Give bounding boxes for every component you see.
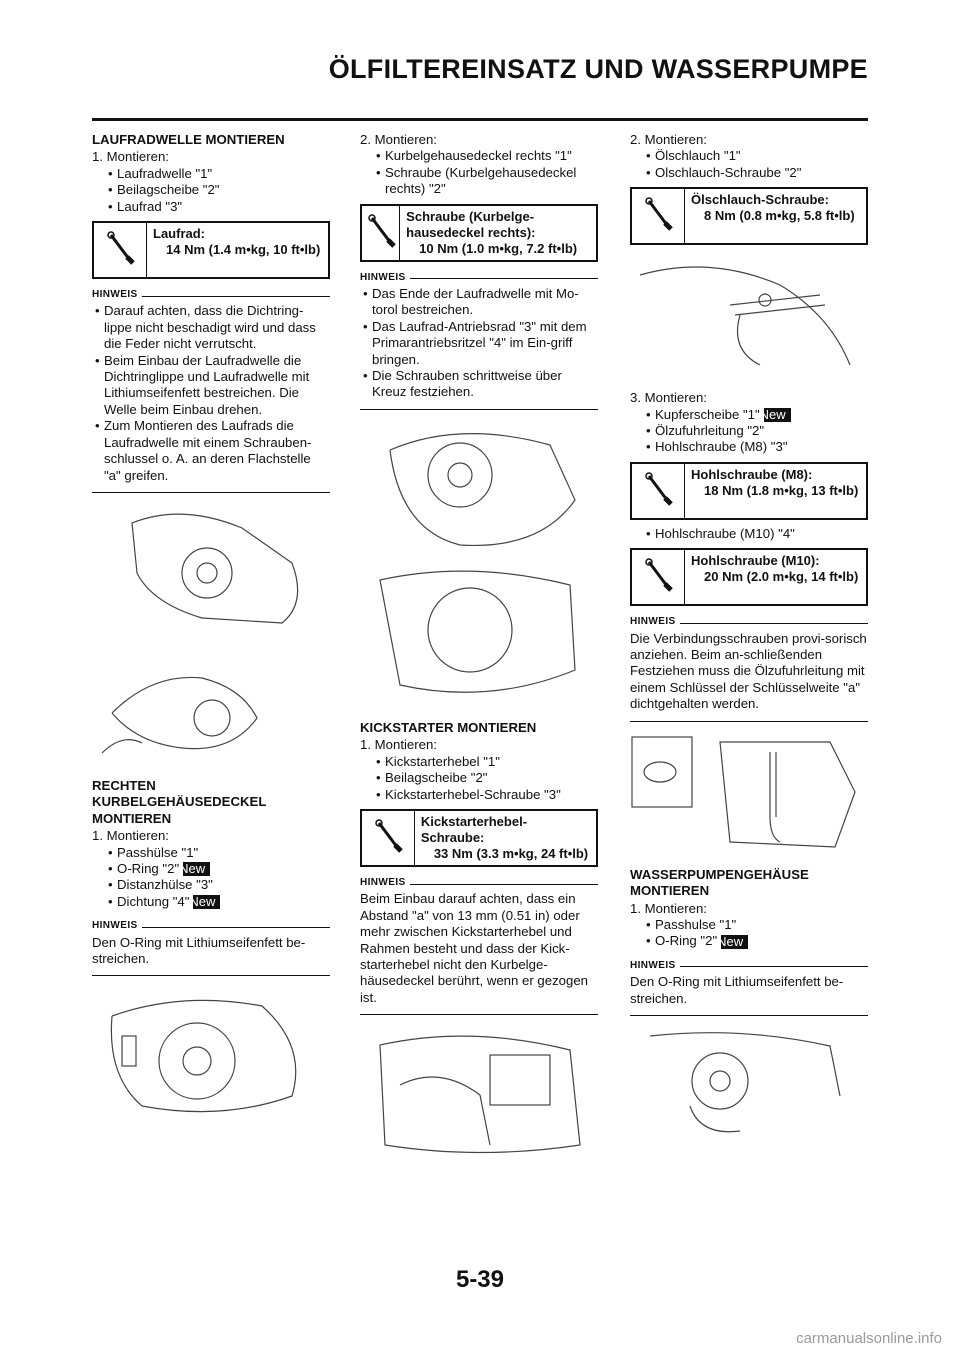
section-title: LAUFRADWELLE MONTIEREN	[92, 132, 285, 147]
note-block	[360, 270, 598, 410]
list-item: • Ölzufuhrleitung "2"	[643, 423, 868, 439]
note-block	[92, 918, 330, 976]
crankcase-cover-illustration	[92, 986, 330, 1121]
column-3	[630, 132, 868, 1151]
spec-label: Laufrad:	[153, 226, 205, 242]
note-label: HINWEIS	[630, 616, 676, 628]
note-block	[92, 287, 330, 493]
list-item: • Laufradwelle "1"	[105, 166, 330, 182]
section-title: KICKSTARTER MONTIEREN	[360, 719, 537, 735]
list-item: • Passhulse "1"	[643, 917, 868, 933]
spec-label: Ölschlauch-Schraube:	[691, 192, 829, 208]
water-pump-housing-illustration	[630, 1026, 868, 1141]
column-1	[92, 132, 330, 1131]
list-item: • Das Ende der Laufradwelle mit Mo-torol bestreichen.	[360, 286, 598, 319]
note-block	[360, 875, 598, 1015]
list-item: • Dichtung "4"New	[105, 894, 330, 910]
list-item: • O-Ring "2"New	[643, 933, 868, 949]
spec-label: Hohlschraube (M10):	[691, 553, 820, 569]
step-text: 1. Montieren:	[630, 900, 707, 916]
list-item: • Beilagscheibe "2"	[373, 770, 598, 786]
note-text: Beim Einbau darauf achten, dass ein Abstand "a" von 13 mm (0.51 in) oder mehr zwischen Kickstarterhebel und Rahmen besteht und dass der Kick-starterhebel nicht den Kurbelge-häusedeckel berührt, wenn er gezogen ist.	[360, 891, 589, 1005]
step-text: 2. Montieren:	[360, 132, 437, 147]
spec-label: Kickstarterhebel-Schraube:	[420, 813, 528, 845]
step-text: 2. Montieren:	[630, 132, 707, 147]
new-badge: New	[721, 935, 748, 949]
list-item: • Zum Montieren des Laufrads die Laufradwelle mit einem Schrauben-schlussel o. A. an deren Flachstelle "a" greifen.	[92, 418, 330, 484]
list-item: • Hohlschraube (M10) "4"	[643, 526, 868, 542]
spec-label: Schraube (Kurbelge-hausedeckel rechts):	[406, 208, 536, 240]
list-item: • Schraube (Kurbelgehausedeckel rechts) "2"	[373, 165, 598, 198]
torque-spec-box	[630, 548, 868, 606]
list-item: • Kupferscheibe "1"New	[643, 407, 868, 423]
spec-value: 33 Nm (3.3 m•kg, 24 ft•lb)	[433, 845, 589, 861]
torque-wrench-icon	[94, 223, 147, 277]
list-item: • O-Ring "2"New	[105, 861, 330, 877]
torque-spec-box	[630, 462, 868, 520]
spec-value: 8 Nm (0.8 m•kg, 5.8 ft•lb)	[704, 208, 855, 224]
list-item: • Kickstarterhebel "1"	[373, 754, 598, 770]
torque-wrench-icon	[362, 206, 400, 260]
step-text: 1. Montieren:	[360, 737, 437, 753]
note-block	[630, 958, 868, 1016]
spec-value: 20 Nm (2.0 m•kg, 14 ft•lb)	[704, 569, 859, 585]
torque-wrench-icon	[632, 464, 685, 518]
list-item: • Beilagscheibe "2"	[105, 182, 330, 198]
spec-label: Hohlschraube (M8):	[691, 466, 813, 482]
new-badge: New	[193, 895, 220, 909]
page-title: ÖLFILTEREINSATZ UND WASSERPUMPE	[328, 54, 868, 84]
torque-spec-box	[92, 221, 330, 279]
note-block	[630, 614, 868, 721]
list-item: • Olschlauch-Schraube "2"	[643, 165, 868, 181]
torque-spec-box	[360, 809, 598, 867]
list-item: • Die Schrauben schrittweise über Kreuz festziehen.	[360, 368, 598, 401]
step-text: 3. Montieren:	[630, 390, 707, 406]
spec-value: 14 Nm (1.4 m•kg, 10 ft•lb)	[166, 242, 321, 258]
note-label: HINWEIS	[92, 289, 138, 301]
list-item: • Distanzhülse "3"	[105, 877, 330, 893]
impeller-shaft-illustration	[92, 503, 330, 768]
torque-wrench-icon	[362, 811, 415, 865]
torque-spec-box	[360, 204, 598, 262]
list-item: • Kickstarterhebel-Schraube "3"	[373, 787, 598, 803]
note-label: HINWEIS	[360, 876, 406, 888]
list-item: • Ölschlauch "1"	[643, 148, 868, 164]
torque-wrench-icon	[632, 189, 685, 243]
section-title: RECHTEN KURBELGEHÄUSEDECKEL MONTIEREN	[92, 777, 267, 826]
list-item: • Das Laufrad-Antriebsrad "3" mit dem Primarantriebsritzel "4" im Ein-griff bringen.	[360, 319, 598, 368]
list-item: • Darauf achten, dass die Dichtring-lippe nicht beschadigt wird und dass die Feder nicht verrutscht.	[92, 303, 330, 352]
step-text: 1. Montieren:	[92, 149, 169, 165]
list-item: • Beim Einbau der Laufradwelle die Dichtringlippe und Laufradwelle mit Lithiumseifenfett bestreichen. Die Welle beim Einbau drehen.	[92, 353, 330, 419]
list-item: • Passhülse "1"	[105, 845, 330, 861]
note-label: HINWEIS	[92, 920, 138, 932]
note-label: HINWEIS	[630, 959, 676, 971]
list-item: • Kurbelgehausedeckel rechts "1"	[373, 148, 598, 164]
kickstarter-illustration	[360, 1025, 598, 1160]
watermark: carmanualsonline.info	[796, 1330, 942, 1347]
list-item: • Laufrad "3"	[105, 199, 330, 215]
note-label: HINWEIS	[360, 271, 406, 283]
section-title: WASSERPUMPENGEHÄUSE MONTIEREN	[630, 866, 809, 899]
list-item: • Hohlschraube (M8) "3"	[643, 439, 868, 455]
column-2	[360, 132, 598, 1170]
new-badge: New	[764, 408, 791, 422]
page-number: 5-39	[455, 1266, 505, 1293]
spec-value: 10 Nm (1.0 m•kg, 7.2 ft•lb)	[419, 240, 578, 256]
crankcase-gear-illustration	[360, 420, 598, 710]
oil-hose-illustration	[630, 255, 868, 380]
note-text: Die Verbindungsschrauben provi-sorisch anziehen. Beim an-schließenden Festziehen muss die Ölzufuhrleitung mit einem Schlüssel der Schlüsselweite "a" dichtgehalten werden.	[630, 630, 867, 712]
oil-delivery-pipe-illustration	[630, 732, 868, 857]
torque-wrench-icon	[632, 550, 685, 604]
note-text: Den O-Ring mit Lithiumseifenfett be-streichen.	[92, 934, 306, 966]
spec-value: 18 Nm (1.8 m•kg, 13 ft•lb)	[704, 482, 859, 498]
new-badge: New	[183, 862, 210, 876]
note-text: Den O-Ring mit Lithiumseifenfett be-streichen.	[630, 974, 844, 1006]
torque-spec-box	[630, 187, 868, 245]
step-text: 1. Montieren:	[92, 828, 169, 844]
title-rule	[92, 118, 868, 121]
